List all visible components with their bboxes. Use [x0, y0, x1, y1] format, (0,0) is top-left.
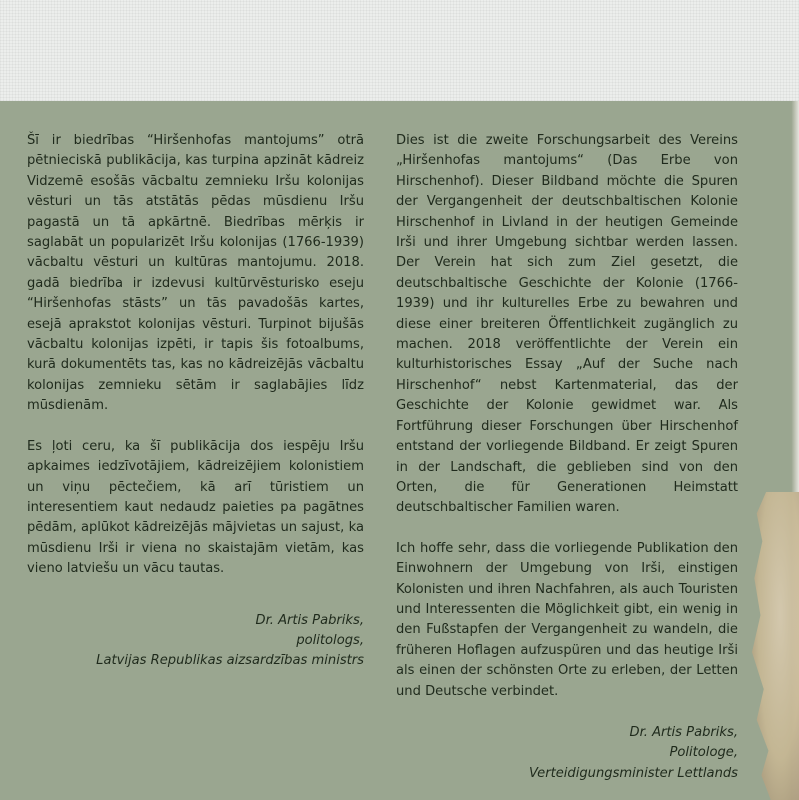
signature-role: Politologe, — [669, 745, 738, 761]
latvian-signature — [27, 611, 364, 672]
latvian-column — [27, 131, 364, 672]
signature-name: Dr. Artis Pabriks, — [255, 612, 364, 628]
german-signature — [396, 723, 738, 784]
german-paragraph-2: Ich hoffe sehr, dass die vorliegende Publikation den Einwohnern der Umgebung von Irši, einstigen Kolonisten und ihren Nachfahren, als auch Touristen und Interessenten die Möglichkeit gibt, ein wenig in den Fußstapfen der Vergangenheit zu wandeln, die früheren Hoflagen aufzuspüren und das heutige Irši als einen der schönsten Orte zu erleben, der Letten und Deutsche verbindet. — [396, 540, 738, 699]
linen-background — [0, 0, 799, 101]
german-paragraph-1: Dies ist die zweite Forschungsarbeit des Vereins „Hiršenhofas mantojums“ (Das Erbe von Hirschenhof). Dieser Bildband möchte die Spuren der Vergangenheit der deutschbaltischen Kolonie Hirschenhof in Livland in der heutigen Gemeinde Irši und ihrer Umgebung sichtbar werden lassen. Der Verein hat sich zum Ziel gesetzt, die deutschbaltische Geschichte der Kolonie (1766-1939) und ihr kulturelles Erbe zu bewahren und diese einer breiteren Öffentlichkeit zugänglich zu machen. 2018 veröffentlichte der Verein ein kulturhistorisches Essay „Auf der Suche nach Hirschenhof“ nebst Kartenmaterial, das der Geschichte der Kolonie gewidmet war. Als Fortführung dieser Forschungen über Hirschenhof entstand der vorliegende Bildband. Er zeigt Spuren in der Landschaft, die geblieben sind von den Orten, die für Generationen Heimstatt deutschbaltischer Familien waren. — [396, 133, 738, 516]
signature-title: Latvijas Republikas aizsardzības ministrs — [96, 653, 364, 669]
signature-name: Dr. Artis Pabriks, — [629, 724, 738, 740]
latvian-paragraph-1: Šī ir biedrības “Hiršenhofas mantojums” otrā pētnieciskā publikācija, kas turpina apzināt kādreiz Vidzemē esošās vācbaltu zemnieku Iršu kolonijas vēsturi un tās atstātās pēdas mūsdienu Iršu pagastā un tā apkārtnē. Biedrības mērķis ir saglabāt un popularizēt Iršu kolonijas (1766-1939) vācbaltu vēsturi un kultūras mantojumu. 2018. gadā biedrība ir izdevusi kultūrvēsturisko eseju “Hiršenhofas stāsts” un tās pavadošās kartes, esejā aprakstot kolonijas vēsturi. Turpinot bijušās vācbaltu kolonijas izpēti, ir tapis šis fotoalbums, kurā dokumentēts tas, kas no kādreizējās vācbaltu kolonijas zemnieku sētām ir saglabājies līdz mūsdienām. — [27, 133, 364, 414]
latvian-paragraph-2: Es ļoti ceru, ka šī publikācija dos iespēju Iršu apkaimes iedzīvotājiem, kādreizējiem kolonistiem un viņu pēctečiem, kā arī tūristiem un interesentiem kaut nedaudz paieties pa pagātnes pēdām, aplūkot kādreizējās mājvietas un sajust, ka mūsdienu Irši ir viena no skaistajām vietām, kas vieno latviešu un vācu tautas. — [27, 438, 364, 577]
signature-role: politologs, — [296, 632, 364, 648]
signature-title: Verteidigungsminister Lettlands — [528, 765, 738, 781]
german-column — [396, 131, 738, 784]
